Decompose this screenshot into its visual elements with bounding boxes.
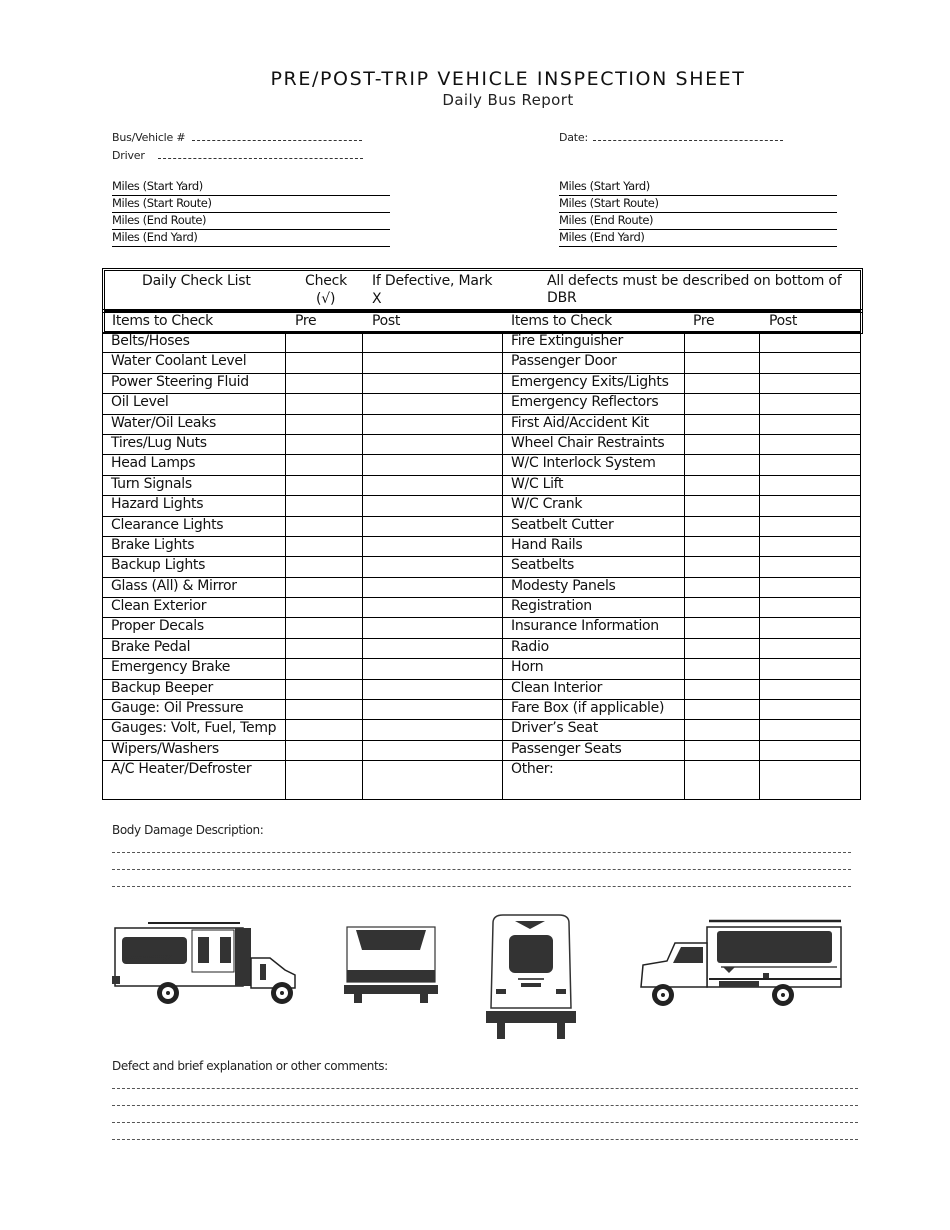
comments-label: Defect and brief explanation or other comments: <box>112 1059 388 1073</box>
col-post-left: Post <box>372 313 401 329</box>
pre-check-right[interactable] <box>685 353 760 373</box>
pre-check-left[interactable] <box>286 598 363 618</box>
table-row <box>103 557 861 577</box>
item-right: W/C Crank <box>503 496 685 516</box>
pre-check-right[interactable] <box>685 679 760 699</box>
item-right: Wheel Chair Restraints <box>503 434 685 454</box>
post-check-left[interactable] <box>363 516 503 536</box>
post-check-left[interactable] <box>363 333 503 353</box>
col-items-right: Items to Check <box>511 313 612 329</box>
miles-label: Miles (End Yard) <box>559 230 645 244</box>
item-left: Brake Pedal <box>103 638 286 658</box>
post-check-right[interactable] <box>760 516 861 536</box>
post-check-left[interactable] <box>363 434 503 454</box>
pre-check-left[interactable] <box>286 720 363 740</box>
pre-check-right[interactable] <box>685 720 760 740</box>
pre-check-right[interactable] <box>685 700 760 720</box>
item-left: Water/Oil Leaks <box>103 414 286 434</box>
bus-front-view-icon <box>342 925 440 1005</box>
item-left: Backup Lights <box>103 557 286 577</box>
item-left: Emergency Brake <box>103 659 286 679</box>
pre-check-left[interactable] <box>286 577 363 597</box>
post-check-right[interactable] <box>760 394 861 414</box>
pre-check-right[interactable] <box>685 455 760 475</box>
post-check-left[interactable] <box>363 455 503 475</box>
item-right: Radio <box>503 638 685 658</box>
pre-check-left[interactable] <box>286 414 363 434</box>
col-pre-left: Pre <box>295 313 317 329</box>
table-row <box>103 373 861 393</box>
post-check-left[interactable] <box>363 700 503 720</box>
post-check-right[interactable] <box>760 659 861 679</box>
table-row <box>103 434 861 454</box>
comments-line-1[interactable] <box>112 1088 858 1089</box>
post-check-right[interactable] <box>760 638 861 658</box>
pre-check-left[interactable] <box>286 761 363 800</box>
pre-check-left[interactable] <box>286 475 363 495</box>
post-check-right[interactable] <box>760 434 861 454</box>
item-right: Emergency Exits/Lights <box>503 373 685 393</box>
item-right: Driver’s Seat <box>503 720 685 740</box>
pre-check-left[interactable] <box>286 536 363 556</box>
page-title: PRE/POST-TRIP VEHICLE INSPECTION SHEET <box>270 68 746 90</box>
miles-end-yard-left[interactable] <box>112 230 390 247</box>
table-row <box>103 536 861 556</box>
table-row <box>103 740 861 760</box>
pre-check-right[interactable] <box>685 598 760 618</box>
table-row <box>103 638 861 658</box>
pre-check-left[interactable] <box>286 618 363 638</box>
post-check-left[interactable] <box>363 618 503 638</box>
pre-check-right[interactable] <box>685 557 760 577</box>
item-left: A/C Heater/Defroster <box>103 761 286 800</box>
post-check-left[interactable] <box>363 353 503 373</box>
item-right: Modesty Panels <box>503 577 685 597</box>
item-left: Brake Lights <box>103 536 286 556</box>
pre-check-left[interactable] <box>286 434 363 454</box>
table-row <box>103 414 861 434</box>
body-damage-line-1[interactable] <box>112 852 851 853</box>
table-row <box>103 679 861 699</box>
post-check-left[interactable] <box>363 373 503 393</box>
post-check-right[interactable] <box>760 720 861 740</box>
check-label-line1: Check <box>305 273 348 289</box>
post-check-right[interactable] <box>760 353 861 373</box>
col-pre-right: Pre <box>693 313 715 329</box>
pre-check-right[interactable] <box>685 618 760 638</box>
post-check-left[interactable] <box>363 598 503 618</box>
item-left: Tires/Lug Nuts <box>103 434 286 454</box>
item-right: Fire Extinguisher <box>503 333 685 353</box>
post-check-left[interactable] <box>363 557 503 577</box>
pre-check-right[interactable] <box>685 659 760 679</box>
item-left: Backup Beeper <box>103 679 286 699</box>
item-right: Clean Interior <box>503 679 685 699</box>
pre-check-right[interactable] <box>685 761 760 800</box>
col-post-right: Post <box>769 313 798 329</box>
post-check-left[interactable] <box>363 475 503 495</box>
date-input[interactable] <box>593 130 783 141</box>
post-check-right[interactable] <box>760 496 861 516</box>
item-right: Other: <box>503 761 685 800</box>
item-left: Head Lamps <box>103 455 286 475</box>
item-right: Registration <box>503 598 685 618</box>
table-row <box>103 496 861 516</box>
table-row <box>103 598 861 618</box>
miles-end-route-right[interactable] <box>559 213 837 230</box>
miles-start-yard-left[interactable] <box>112 179 390 196</box>
comments-line-4[interactable] <box>112 1139 858 1140</box>
item-left: Clearance Lights <box>103 516 286 536</box>
pre-check-right[interactable] <box>685 414 760 434</box>
checklist-title: Daily Check List <box>142 273 251 289</box>
checklist-header <box>102 268 863 313</box>
table-row <box>103 720 861 740</box>
table-row <box>103 475 861 495</box>
bus-left-side-view-icon <box>110 920 302 1005</box>
post-check-right[interactable] <box>760 475 861 495</box>
pre-check-right[interactable] <box>685 434 760 454</box>
pre-check-left[interactable] <box>286 373 363 393</box>
body-damage-label: Body Damage Description: <box>112 823 264 837</box>
body-damage-line-3[interactable] <box>112 886 851 887</box>
driver-field[interactable] <box>112 148 363 162</box>
item-right: Seatbelts <box>503 557 685 577</box>
bus-vehicle-label: Bus/Vehicle # <box>112 131 186 144</box>
pre-check-right[interactable] <box>685 333 760 353</box>
pre-check-left[interactable] <box>286 516 363 536</box>
defective-label-line2: X <box>372 291 382 307</box>
item-right: Insurance Information <box>503 618 685 638</box>
date-label: Date: <box>559 131 588 144</box>
item-left: Gauge: Oil Pressure <box>103 700 286 720</box>
bus-right-side-view-icon <box>637 915 843 1007</box>
item-left: Gauges: Volt, Fuel, Temp <box>103 720 286 740</box>
post-check-right[interactable] <box>760 679 861 699</box>
post-check-right[interactable] <box>760 577 861 597</box>
post-check-left[interactable] <box>363 577 503 597</box>
item-right: Fare Box (if applicable) <box>503 700 685 720</box>
pre-check-right[interactable] <box>685 394 760 414</box>
driver-input[interactable] <box>158 148 363 159</box>
pre-check-left[interactable] <box>286 740 363 760</box>
post-check-left[interactable] <box>363 720 503 740</box>
pre-check-left[interactable] <box>286 679 363 699</box>
post-check-left[interactable] <box>363 414 503 434</box>
post-check-left[interactable] <box>363 638 503 658</box>
item-right: Hand Rails <box>503 536 685 556</box>
pre-check-left[interactable] <box>286 638 363 658</box>
page-subtitle: Daily Bus Report <box>442 91 574 109</box>
miles-label: Miles (Start Yard) <box>112 179 203 193</box>
post-check-right[interactable] <box>760 557 861 577</box>
miles-label: Miles (End Route) <box>112 213 207 227</box>
post-check-left[interactable] <box>363 536 503 556</box>
table-row <box>103 333 861 353</box>
pre-check-right[interactable] <box>685 638 760 658</box>
col-items-left: Items to Check <box>112 313 213 329</box>
miles-start-route-left[interactable] <box>112 196 390 213</box>
post-check-right[interactable] <box>760 761 861 800</box>
item-right: Emergency Reflectors <box>503 394 685 414</box>
post-check-right[interactable] <box>760 700 861 720</box>
miles-label: Miles (End Route) <box>559 213 654 227</box>
comments-line-3[interactable] <box>112 1122 858 1123</box>
item-right: W/C Interlock System <box>503 455 685 475</box>
check-label-line2: (√) <box>316 291 336 307</box>
item-left: Oil Level <box>103 394 286 414</box>
post-check-left[interactable] <box>363 761 503 800</box>
pre-check-right[interactable] <box>685 516 760 536</box>
pre-check-left[interactable] <box>286 353 363 373</box>
table-row <box>103 618 861 638</box>
item-right: Passenger Door <box>503 353 685 373</box>
miles-end-yard-right[interactable] <box>559 230 837 247</box>
item-right: W/C Lift <box>503 475 685 495</box>
miles-start-route-right[interactable] <box>559 196 837 213</box>
post-check-right[interactable] <box>760 536 861 556</box>
pre-check-left[interactable] <box>286 700 363 720</box>
pre-check-left[interactable] <box>286 455 363 475</box>
checklist-table <box>102 332 861 800</box>
table-row <box>103 353 861 373</box>
date-field[interactable] <box>559 130 783 144</box>
bus-vehicle-input[interactable] <box>192 130 362 141</box>
table-row <box>103 455 861 475</box>
miles-label: Miles (Start Yard) <box>559 179 650 193</box>
defective-label-line1: If Defective, Mark <box>372 273 493 289</box>
post-check-left[interactable] <box>363 659 503 679</box>
pre-check-left[interactable] <box>286 557 363 577</box>
item-right: Seatbelt Cutter <box>503 516 685 536</box>
item-left: Clean Exterior <box>103 598 286 618</box>
table-row <box>103 700 861 720</box>
item-right: First Aid/Accident Kit <box>503 414 685 434</box>
pre-check-right[interactable] <box>685 740 760 760</box>
item-left: Turn Signals <box>103 475 286 495</box>
pre-check-right[interactable] <box>685 536 760 556</box>
post-check-left[interactable] <box>363 679 503 699</box>
pre-check-right[interactable] <box>685 496 760 516</box>
pre-check-right[interactable] <box>685 373 760 393</box>
body-damage-line-2[interactable] <box>112 869 851 870</box>
item-left: Proper Decals <box>103 618 286 638</box>
pre-check-right[interactable] <box>685 475 760 495</box>
miles-end-route-left[interactable] <box>112 213 390 230</box>
post-check-right[interactable] <box>760 598 861 618</box>
item-right: Horn <box>503 659 685 679</box>
table-row <box>103 659 861 679</box>
item-right: Passenger Seats <box>503 740 685 760</box>
post-check-right[interactable] <box>760 414 861 434</box>
item-left: Wipers/Washers <box>103 740 286 760</box>
post-check-right[interactable] <box>760 618 861 638</box>
checklist-column-header <box>102 309 863 334</box>
table-row <box>103 577 861 597</box>
item-left: Water Coolant Level <box>103 353 286 373</box>
table-row <box>103 394 861 414</box>
bus-rear-view-icon <box>483 913 579 1041</box>
miles-label: Miles (Start Route) <box>559 196 659 210</box>
pre-check-right[interactable] <box>685 577 760 597</box>
pre-check-left[interactable] <box>286 659 363 679</box>
post-check-left[interactable] <box>363 394 503 414</box>
pre-check-left[interactable] <box>286 394 363 414</box>
miles-label: Miles (End Yard) <box>112 230 198 244</box>
post-check-right[interactable] <box>760 333 861 353</box>
comments-line-2[interactable] <box>112 1105 858 1106</box>
item-left: Glass (All) & Mirror <box>103 577 286 597</box>
item-left: Hazard Lights <box>103 496 286 516</box>
miles-label: Miles (Start Route) <box>112 196 212 210</box>
post-check-right[interactable] <box>760 455 861 475</box>
item-left: Power Steering Fluid <box>103 373 286 393</box>
post-check-right[interactable] <box>760 373 861 393</box>
pre-check-left[interactable] <box>286 333 363 353</box>
post-check-right[interactable] <box>760 740 861 760</box>
table-row <box>103 516 861 536</box>
miles-start-yard-right[interactable] <box>559 179 837 196</box>
driver-label: Driver <box>112 149 145 162</box>
post-check-left[interactable] <box>363 740 503 760</box>
table-row <box>103 761 861 800</box>
bus-vehicle-field[interactable] <box>112 130 362 144</box>
item-left: Belts/Hoses <box>103 333 286 353</box>
defects-note: All defects must be described on bottom of DBR <box>547 273 842 306</box>
post-check-left[interactable] <box>363 496 503 516</box>
pre-check-left[interactable] <box>286 496 363 516</box>
